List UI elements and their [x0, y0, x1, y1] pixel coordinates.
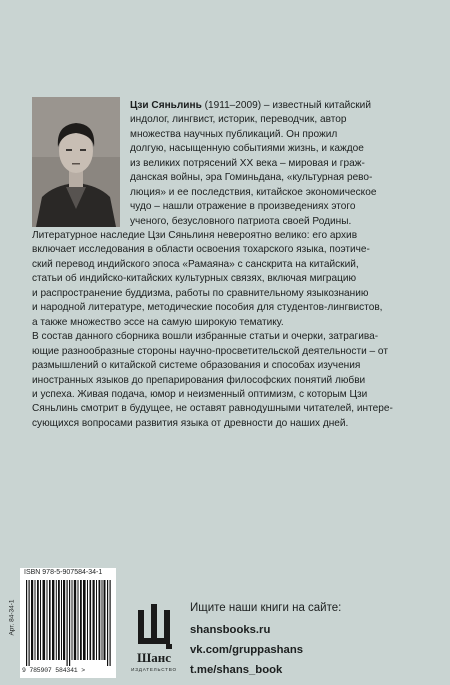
link-vk[interactable]: vk.com/gruppashans	[190, 644, 304, 656]
paragraph-collection: В состав данного сборника вошли избранные статьи и очерки, затрагива- ющие разнообразные стороны научно-просветительской деятельности – от размышлений о китайской системе образования и способах изучения иностранных языков до препарирования философских понятий любви и успеха. Живая подача, юмор и неизменный оптимизм, с которым Цзи Сяньлинь смотрит в будущее, не оставят равнодушными читателей, интере- сующихся вопросами развития языка от древности до наших дней.	[32, 331, 393, 429]
isbn-label: ISBN 978-5-907584-34-1	[24, 569, 103, 576]
publisher-logo	[126, 600, 182, 682]
paragraph-literary-legacy: Литературное наследие Цзи Сяньлиня невероятно велико: его архив включает исследования в области освоения тохарского языка, поэтиче- ский перевод индийского эпоса «Рамаяна» с санскрита на китайский, статьи об индийско-китайских культурных связях, включая миграцию и распространение буддизма, работы по сравнительному языкознанию и народной литературе, методические пособия для студентов-лингвистов, а также множество эссе на самую широкую тематику.	[32, 230, 383, 328]
link-telegram[interactable]: t.me/shans_book	[190, 664, 283, 676]
publisher-logo-icon	[126, 600, 182, 650]
article-number: Арт. 84-34-1	[8, 599, 16, 636]
author-bio-intro: Цзи Сяньлинь (1911–2009) – известный китайский индолог, лингвист, историк, переводчик, автор множества научных публикаций. Он прожил долгую, насыщенную событиями жизнь, и каждое из великих потрясений XX века – мировая и граж- данская войны, эра Гоминьдана, «культурная рево- люция» и ее последствия, китайское экономическое чудо – нашли отражение в произведениях этого ученого, безусловного патриота своей Родины.	[130, 100, 377, 227]
book-description	[32, 229, 422, 431]
publisher-name: Шанс	[136, 650, 172, 665]
cover-footer	[0, 560, 450, 685]
publisher-links	[190, 601, 440, 684]
author-name: Цзи Сяньлинь	[130, 100, 202, 111]
isbn-digits: 9 785907 584341 >	[22, 667, 85, 674]
barcode-bars	[24, 580, 112, 666]
links-heading: Ищите наши книги на сайте:	[190, 602, 342, 614]
publisher-subtitle: ИЗДАТЕЛЬСТВО	[131, 667, 177, 672]
link-website[interactable]: shansbooks.ru	[190, 624, 271, 636]
author-portrait	[32, 97, 120, 227]
isbn-barcode	[20, 568, 116, 678]
